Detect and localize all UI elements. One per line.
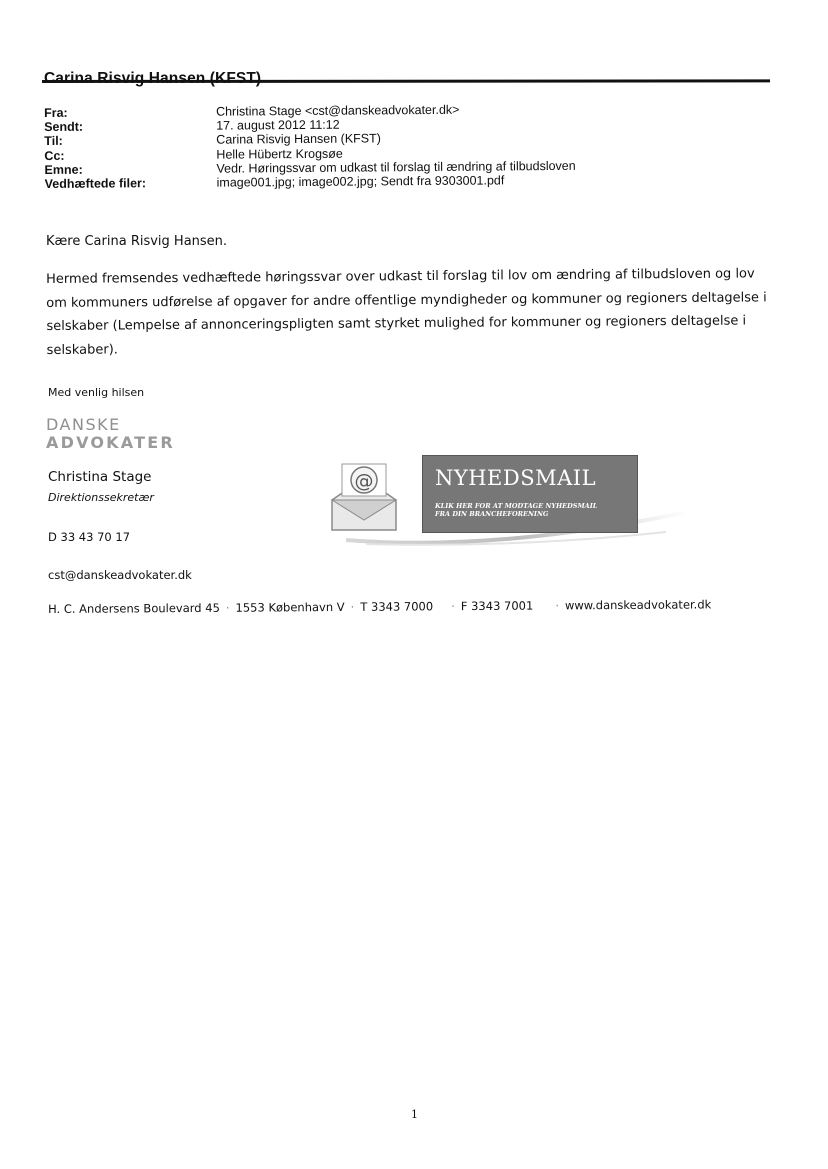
bullet-separator: ·	[451, 599, 455, 614]
logo-line2: ADVOKATER	[46, 433, 175, 452]
header-label: Emne:	[44, 162, 83, 177]
email-header-block	[44, 101, 745, 192]
newsletter-subtitle-line1: KLIK HER FOR AT MODTAGE NYHEDSMAIL	[435, 502, 598, 510]
address-fax: F 3343 7001	[460, 598, 534, 614]
address-street: H. C. Andersens Boulevard 45	[48, 600, 220, 616]
email-sender-title: Carina Risvig Hansen (KFST)	[44, 70, 262, 87]
signature-phone: D 33 43 70 17	[48, 530, 131, 544]
email-body-paragraph: Hermed fremsendes vedhæftede høringssvar over udkast til forslag til lov om ændring af tilbudsloven og lov om kommuners udførelse af opgaver for andre offentlige myndigheder og kommuner og regioners deltagelse i selskaber (Lempelse af annonceringspligten samt styrket mulighed for kommuner og regioners deltagelse i selskaber).	[46, 266, 767, 358]
danske-advokater-logo	[46, 416, 175, 452]
bullet-separator: ·	[555, 598, 559, 613]
header-value-attachments[interactable]: image001.jpg; image002.jpg; Sendt fra 9303001.pdf	[216, 173, 505, 190]
header-divider	[42, 79, 770, 83]
signature-title: Direktionssekretær	[48, 491, 154, 504]
bullet-separator: ·	[225, 600, 230, 615]
header-label: Fra:	[44, 105, 68, 120]
website-link[interactable]: www.danskeadvokater.dk	[564, 597, 712, 613]
header-label: Til:	[44, 134, 63, 149]
newsletter-subtitle	[435, 502, 597, 518]
header-label: Vedhæftede filer:	[44, 176, 147, 192]
address-tel: T 3343 7000	[360, 599, 434, 614]
page-number: 1	[411, 1108, 418, 1121]
newsletter-title: NYHEDSMAIL	[435, 466, 597, 490]
signature-email-link[interactable]: cst@danskeadvokater.dk	[48, 568, 192, 582]
header-value-to[interactable]: Carina Risvig Hansen (KFST)	[216, 131, 381, 148]
email-greeting: Kære Carina Risvig Hansen.	[46, 234, 228, 249]
envelope-icon	[332, 464, 396, 530]
email-closing: Med venlig hilsen	[48, 386, 145, 399]
header-value-from[interactable]: Christina Stage <cst@danskeadvokater.dk>	[215, 102, 460, 119]
address-city: 1553 København V	[235, 599, 345, 615]
logo-line1: DANSKE	[46, 415, 121, 434]
header-value-sent: 17. august 2012 11:12	[216, 117, 340, 133]
bullet-separator: ·	[350, 599, 355, 614]
signature-address-line	[48, 597, 768, 616]
newsletter-signup-button[interactable]	[422, 455, 638, 533]
at-sign-glyph: @	[354, 470, 374, 492]
signature-name: Christina Stage	[48, 469, 152, 485]
header-value-cc[interactable]: Helle Hübertz Krogsøe	[216, 146, 343, 162]
header-value-subject: Vedr. Høringssvar om udkast til forslag til ændring af tilbudsloven	[216, 158, 576, 176]
header-label: Cc:	[44, 148, 65, 163]
header-label: Sendt:	[44, 119, 84, 135]
newsletter-subtitle-line2: FRA DIN BRANCHEFORENING	[435, 510, 549, 518]
